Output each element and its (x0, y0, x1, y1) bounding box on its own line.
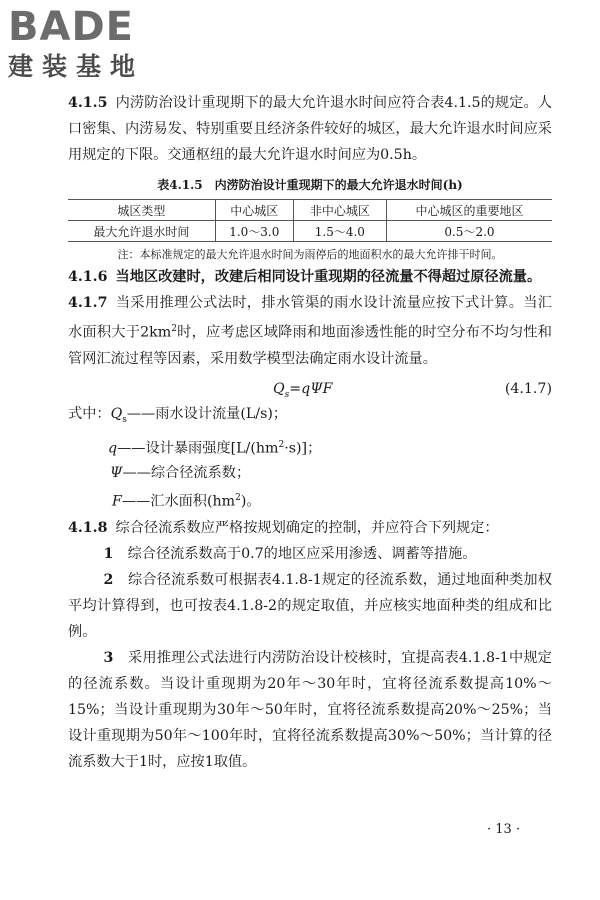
table-header-cell: 中心城区的重要地区 (386, 200, 552, 221)
definition-line (68, 433, 552, 462)
clause-number: 4.1.6 (68, 269, 108, 285)
symbol-definitions (68, 402, 552, 515)
table-caption: 表4.1.5 内涝防治设计重现期下的最大允许退水时间(h) (157, 178, 463, 192)
table-row-label: 最大允许退水时间 (68, 221, 215, 242)
clause-text-part: 时，应考虑区域降雨和地面渗透性能的时空分布不均匀性和管网汇流过程等因素，采用数学模型法确定雨水设计流量。 (68, 324, 552, 367)
clause-4-1-5 (68, 90, 552, 168)
table-row (68, 221, 552, 242)
formula-expression (273, 376, 333, 408)
definition-text: ——设计暴雨强度[L/(hm (117, 440, 279, 457)
list-item (68, 645, 552, 775)
clause-text: 当地区改建时，改建后相同设计重现期的径流量不得超过原径流量。 (115, 269, 542, 285)
definition-text: ·s)]； (284, 440, 322, 457)
item-text: 综合径流系数可根据表4.1.8-1规定的径流系数，通过地面种类加权平均计算得到，也可按表4.1.8-2的规定取值，并应核实地面种类的组成和比例。 (68, 572, 552, 641)
clause-number: 4.1.5 (68, 95, 108, 111)
retreat-time-table (68, 199, 552, 242)
item-number: 1 (103, 546, 114, 563)
logo-brand-text: BADE (8, 4, 134, 50)
definition-line (68, 486, 552, 515)
list-item (68, 567, 552, 645)
definition-prefix: 式中： (68, 405, 111, 422)
brand-logo (8, 4, 178, 82)
symbol: Q (110, 405, 123, 422)
formula-4-1-7 (68, 376, 552, 402)
clause-number: 4.1.7 (68, 295, 108, 311)
definition-line (68, 461, 552, 486)
clause-text-part: 当采用推理公式法时，排水管渠的雨水设计流量应按下式计算。当汇水面积大于2km (68, 295, 552, 341)
superscript: 2 (171, 324, 177, 334)
clause-4-1-8 (68, 515, 552, 541)
list-item (68, 541, 552, 567)
symbol: q (108, 440, 118, 457)
definition-text: ——综合径流系数； (122, 465, 251, 482)
item-text: 采用推理公式法进行内涝防治设计校核时，宜提高表4.1.8-1中规定的径流系数。当设计重现期为20年～30年时，宜将径流系数提高10%～15%；当设计重现期为30年～50年时，宜将径流系数提高20%～25%；当设计重现期为50年～100年时，宜将径流系数提高30%～50%；当计算的径流系数大于1时，应按1取值。 (68, 650, 552, 771)
definition-text: ——汇水面积(hm (121, 494, 236, 511)
clause-text: 综合径流系数应严格按规划确定的控制，并应符合下列规定： (115, 520, 499, 537)
table-cell: 1.5～4.0 (293, 221, 386, 242)
symbol: F (112, 494, 122, 511)
page-number: · 13 · (487, 822, 521, 837)
clause-4-1-7 (68, 290, 552, 372)
formula-symbol: Q (273, 380, 285, 397)
item-number: 2 (103, 572, 114, 589)
item-text: 综合径流系数高于0.7的地区应采用渗透、调蓄等措施。 (127, 546, 477, 563)
document-body (68, 90, 552, 775)
table-header-cell: 城区类型 (68, 200, 215, 221)
superscript: 2 (235, 493, 241, 504)
symbol-subscript: s (122, 414, 127, 425)
table-note: 注：本标准规定的最大允许退水时间为雨停后的地面积水的最大允许排干时间。 (117, 248, 503, 261)
table-header-cell: 中心城区 (215, 200, 293, 221)
superscript: 2 (278, 439, 285, 450)
formula-subscript: s (284, 389, 290, 400)
table-cell: 0.5～2.0 (386, 221, 552, 242)
clause-4-1-6 (68, 264, 552, 290)
table-header-cell: 非中心城区 (293, 200, 386, 221)
definition-text: )。 (240, 494, 261, 511)
item-number: 3 (103, 650, 114, 667)
clause-number: 4.1.8 (68, 520, 108, 537)
logo-subtitle: 建装基地 (8, 52, 145, 81)
clause-text: 内涝防治设计重现期下的最大允许退水时间应符合表4.1.5的规定。人口密集、内涝易发、特别重要且经济条件较好的城区，最大允许退水时间应采用规定的下限。交通枢纽的最大允许退水时间应为0.5h。 (68, 95, 552, 163)
definition-text: ——雨水设计流量(L/s)； (126, 405, 288, 422)
formula-rhs: =qΨF (289, 380, 333, 397)
formula-number: (4.1.7) (504, 380, 552, 397)
table-cell: 1.0～3.0 (215, 221, 293, 242)
table-header-row (68, 200, 552, 221)
symbol: Ψ (110, 465, 123, 482)
